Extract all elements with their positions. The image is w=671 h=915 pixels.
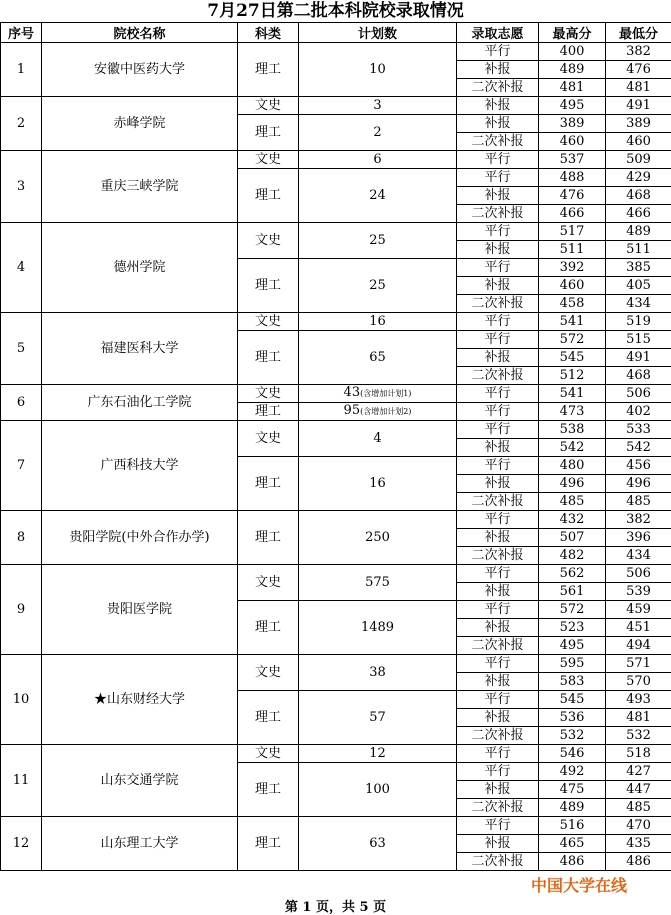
min-score-cell: 476 (606, 61, 671, 79)
plan-cell (299, 151, 457, 169)
min-score-cell: 429 (606, 169, 671, 187)
category-cell: 理工 (238, 259, 299, 313)
plan-value: 38 (369, 664, 386, 680)
min-score-cell: 539 (606, 583, 671, 601)
min-score-cell: 493 (606, 691, 671, 709)
min-score-cell: 456 (606, 457, 671, 475)
plan-cell (299, 313, 457, 331)
batch-cell: 补报 (457, 835, 539, 853)
max-score-cell: 572 (539, 331, 606, 349)
min-score-cell: 382 (606, 511, 671, 529)
school-no: 11 (1, 745, 42, 817)
plan-cell (299, 601, 457, 655)
min-score-cell: 434 (606, 295, 671, 313)
max-score-cell: 495 (539, 97, 606, 115)
category-cell: 理工 (238, 43, 299, 97)
school-name: 安徽中医药大学 (42, 43, 238, 97)
min-score-cell: 385 (606, 259, 671, 277)
batch-cell: 平行 (457, 421, 539, 439)
plan-value: 25 (369, 277, 386, 293)
school-name: 广东石油化工学院 (42, 385, 238, 421)
min-score-cell: 402 (606, 403, 671, 421)
table-row (1, 385, 671, 403)
plan-cell (299, 403, 457, 421)
batch-cell: 补报 (457, 439, 539, 457)
plan-value: 65 (369, 349, 386, 365)
max-score-cell: 389 (539, 115, 606, 133)
batch-cell: 补报 (457, 277, 539, 295)
plan-value: 100 (365, 781, 390, 797)
max-score-cell: 532 (539, 727, 606, 745)
table-row (1, 817, 671, 835)
table-row (1, 421, 671, 439)
min-score-cell: 486 (606, 853, 671, 871)
max-score-cell: 583 (539, 673, 606, 691)
category-cell: 理工 (238, 169, 299, 223)
max-score-cell: 536 (539, 709, 606, 727)
max-score-cell: 466 (539, 205, 606, 223)
min-score-cell: 519 (606, 313, 671, 331)
min-score-cell: 532 (606, 727, 671, 745)
min-score-cell: 496 (606, 475, 671, 493)
header-category: 科类 (238, 23, 299, 43)
school-no: 9 (1, 565, 42, 655)
max-score-cell: 480 (539, 457, 606, 475)
batch-cell: 二次补报 (457, 547, 539, 565)
batch-cell: 补报 (457, 529, 539, 547)
batch-cell: 平行 (457, 385, 539, 403)
header-batch: 录取志愿 (457, 23, 539, 43)
plan-value: 25 (369, 232, 386, 248)
max-score-cell: 458 (539, 295, 606, 313)
min-score-cell: 509 (606, 151, 671, 169)
max-score-cell: 482 (539, 547, 606, 565)
school-no: 7 (1, 421, 42, 511)
school-no: 6 (1, 385, 42, 421)
min-score-cell: 481 (606, 709, 671, 727)
plan-cell (299, 115, 457, 151)
max-score-cell: 545 (539, 349, 606, 367)
header-school: 院校名称 (42, 23, 238, 43)
max-score-cell: 546 (539, 745, 606, 763)
table-row (1, 223, 671, 241)
category-cell: 文史 (238, 565, 299, 601)
batch-cell: 平行 (457, 457, 539, 475)
school-name: ★山东财经大学 (42, 655, 238, 745)
category-cell: 文史 (238, 97, 299, 115)
plan-cell (299, 745, 457, 763)
table-row (1, 43, 671, 61)
batch-cell: 二次补报 (457, 799, 539, 817)
batch-cell: 平行 (457, 511, 539, 529)
page-footer: 第 1 页，共 5 页 (284, 900, 387, 915)
plan-note: (含增加计划1) (360, 389, 412, 398)
max-score-cell: 537 (539, 151, 606, 169)
school-name: 山东理工大学 (42, 817, 238, 871)
plan-note: (含增加计划2) (360, 407, 412, 416)
max-score-cell: 496 (539, 475, 606, 493)
min-score-cell: 491 (606, 97, 671, 115)
plan-value: 57 (369, 709, 386, 725)
table-row (1, 511, 671, 529)
min-score-cell: 434 (606, 547, 671, 565)
max-score-cell: 460 (539, 277, 606, 295)
plan-value: 6 (373, 151, 382, 167)
min-score-cell: 447 (606, 781, 671, 799)
category-cell: 文史 (238, 313, 299, 331)
max-score-cell: 516 (539, 817, 606, 835)
plan-value: 10 (369, 61, 386, 77)
school-name: 贵阳医学院 (42, 565, 238, 655)
batch-cell: 补报 (457, 709, 539, 727)
max-score-cell: 523 (539, 619, 606, 637)
batch-cell: 二次补报 (457, 367, 539, 385)
min-score-cell: 506 (606, 385, 671, 403)
min-score-cell: 570 (606, 673, 671, 691)
school-no: 1 (1, 43, 42, 97)
max-score-cell: 400 (539, 43, 606, 61)
batch-cell: 平行 (457, 691, 539, 709)
batch-cell: 平行 (457, 403, 539, 421)
min-score-cell: 466 (606, 205, 671, 223)
batch-cell: 补报 (457, 781, 539, 799)
table-row (1, 151, 671, 169)
plan-value: 575 (365, 574, 390, 590)
max-score-cell: 541 (539, 385, 606, 403)
plan-value: 95 (343, 403, 361, 418)
category-cell: 文史 (238, 385, 299, 403)
min-score-cell: 506 (606, 565, 671, 583)
plan-value: 43 (343, 385, 361, 400)
plan-value: 4 (373, 430, 382, 446)
batch-cell: 二次补报 (457, 727, 539, 745)
min-score-cell: 542 (606, 439, 671, 457)
plan-cell (299, 511, 457, 565)
batch-cell: 二次补报 (457, 493, 539, 511)
min-score-cell: 481 (606, 79, 671, 97)
school-name: 福建医科大学 (42, 313, 238, 385)
table-row (1, 565, 671, 583)
max-score-cell: 473 (539, 403, 606, 421)
category-cell: 理工 (238, 691, 299, 745)
batch-cell: 补报 (457, 115, 539, 133)
batch-cell: 平行 (457, 313, 539, 331)
school-name: 广西科技大学 (42, 421, 238, 511)
max-score-cell: 512 (539, 367, 606, 385)
max-score-cell: 595 (539, 655, 606, 673)
max-score-cell: 541 (539, 313, 606, 331)
batch-cell: 二次补报 (457, 205, 539, 223)
header-min: 最低分 (606, 23, 671, 43)
max-score-cell: 511 (539, 241, 606, 259)
category-cell: 理工 (238, 817, 299, 871)
min-score-cell: 491 (606, 349, 671, 367)
category-cell: 文史 (238, 655, 299, 691)
max-score-cell: 486 (539, 853, 606, 871)
school-no: 10 (1, 655, 42, 745)
batch-cell: 补报 (457, 673, 539, 691)
table-row (1, 655, 671, 673)
category-cell: 理工 (238, 457, 299, 511)
batch-cell: 平行 (457, 745, 539, 763)
batch-cell: 补报 (457, 619, 539, 637)
school-name: 山东交通学院 (42, 745, 238, 817)
batch-cell: 平行 (457, 151, 539, 169)
category-cell: 文史 (238, 151, 299, 169)
plan-value: 24 (369, 187, 386, 203)
school-no: 5 (1, 313, 42, 385)
max-score-cell: 561 (539, 583, 606, 601)
min-score-cell: 485 (606, 799, 671, 817)
batch-cell: 补报 (457, 187, 539, 205)
batch-cell: 二次补报 (457, 295, 539, 313)
max-score-cell: 481 (539, 79, 606, 97)
batch-cell: 平行 (457, 601, 539, 619)
min-score-cell: 485 (606, 493, 671, 511)
category-cell: 文史 (238, 745, 299, 763)
admission-table (0, 22, 671, 871)
min-score-cell: 460 (606, 133, 671, 151)
plan-cell (299, 763, 457, 817)
site-watermark: 中国大学在线 (531, 876, 628, 895)
max-score-cell: 489 (539, 799, 606, 817)
batch-cell: 平行 (457, 763, 539, 781)
batch-cell: 二次补报 (457, 853, 539, 871)
min-score-cell: 396 (606, 529, 671, 547)
plan-cell (299, 223, 457, 259)
max-score-cell: 492 (539, 763, 606, 781)
min-score-cell: 468 (606, 367, 671, 385)
min-score-cell: 382 (606, 43, 671, 61)
max-score-cell: 562 (539, 565, 606, 583)
header-max: 最高分 (539, 23, 606, 43)
max-score-cell: 542 (539, 439, 606, 457)
max-score-cell: 392 (539, 259, 606, 277)
max-score-cell: 545 (539, 691, 606, 709)
min-score-cell: 571 (606, 655, 671, 673)
batch-cell: 补报 (457, 97, 539, 115)
max-score-cell: 475 (539, 781, 606, 799)
plan-cell (299, 259, 457, 313)
min-score-cell: 494 (606, 637, 671, 655)
batch-cell: 补报 (457, 475, 539, 493)
plan-cell (299, 421, 457, 457)
plan-value: 250 (365, 529, 390, 545)
category-cell: 理工 (238, 115, 299, 151)
batch-cell: 二次补报 (457, 637, 539, 655)
max-score-cell: 517 (539, 223, 606, 241)
school-no: 4 (1, 223, 42, 313)
batch-cell: 平行 (457, 169, 539, 187)
max-score-cell: 489 (539, 61, 606, 79)
max-score-cell: 432 (539, 511, 606, 529)
plan-value: 3 (373, 97, 382, 113)
plan-cell (299, 691, 457, 745)
batch-cell: 平行 (457, 817, 539, 835)
page-title: 7月27日第二批本科院校录取情况 (207, 1, 464, 21)
school-no: 3 (1, 151, 42, 223)
min-score-cell: 470 (606, 817, 671, 835)
batch-cell: 平行 (457, 43, 539, 61)
plan-cell (299, 655, 457, 691)
batch-cell: 补报 (457, 241, 539, 259)
school-no: 8 (1, 511, 42, 565)
school-no: 2 (1, 97, 42, 151)
max-score-cell: 465 (539, 835, 606, 853)
category-cell: 理工 (238, 601, 299, 655)
max-score-cell: 485 (539, 493, 606, 511)
min-score-cell: 389 (606, 115, 671, 133)
plan-cell (299, 565, 457, 601)
min-score-cell: 489 (606, 223, 671, 241)
min-score-cell: 451 (606, 619, 671, 637)
header-no: 序号 (1, 23, 42, 43)
min-score-cell: 405 (606, 277, 671, 295)
school-name: 赤峰学院 (42, 97, 238, 151)
table-header-row (1, 23, 671, 43)
batch-cell: 平行 (457, 565, 539, 583)
min-score-cell: 518 (606, 745, 671, 763)
min-score-cell: 533 (606, 421, 671, 439)
plan-value: 2 (373, 124, 382, 140)
school-name: 贵阳学院(中外合作办学) (42, 511, 238, 565)
max-score-cell: 488 (539, 169, 606, 187)
batch-cell: 平行 (457, 331, 539, 349)
min-score-cell: 427 (606, 763, 671, 781)
plan-cell (299, 385, 457, 403)
category-cell: 理工 (238, 763, 299, 817)
category-cell: 文史 (238, 223, 299, 259)
category-cell: 理工 (238, 511, 299, 565)
batch-cell: 平行 (457, 655, 539, 673)
batch-cell: 补报 (457, 583, 539, 601)
plan-cell (299, 43, 457, 97)
category-cell: 文史 (238, 421, 299, 457)
batch-cell: 补报 (457, 61, 539, 79)
category-cell: 理工 (238, 403, 299, 421)
plan-cell (299, 97, 457, 115)
plan-cell (299, 169, 457, 223)
plan-cell (299, 457, 457, 511)
plan-cell (299, 817, 457, 871)
batch-cell: 二次补报 (457, 133, 539, 151)
plan-value: 63 (369, 835, 386, 851)
min-score-cell: 459 (606, 601, 671, 619)
max-score-cell: 476 (539, 187, 606, 205)
plan-value: 12 (369, 745, 386, 761)
max-score-cell: 507 (539, 529, 606, 547)
max-score-cell: 572 (539, 601, 606, 619)
plan-value: 16 (369, 313, 386, 329)
batch-cell: 二次补报 (457, 79, 539, 97)
plan-value: 16 (369, 475, 386, 491)
min-score-cell: 511 (606, 241, 671, 259)
table-row (1, 313, 671, 331)
max-score-cell: 460 (539, 133, 606, 151)
max-score-cell: 538 (539, 421, 606, 439)
category-cell: 理工 (238, 331, 299, 385)
plan-cell (299, 331, 457, 385)
batch-cell: 补报 (457, 349, 539, 367)
table-row (1, 745, 671, 763)
batch-cell: 平行 (457, 259, 539, 277)
school-name: 德州学院 (42, 223, 238, 313)
batch-cell: 平行 (457, 223, 539, 241)
table-row (1, 97, 671, 115)
min-score-cell: 435 (606, 835, 671, 853)
min-score-cell: 468 (606, 187, 671, 205)
school-no: 12 (1, 817, 42, 871)
min-score-cell: 515 (606, 331, 671, 349)
plan-value: 1489 (360, 619, 395, 635)
school-name: 重庆三峡学院 (42, 151, 238, 223)
header-plan: 计划数 (299, 23, 457, 43)
max-score-cell: 495 (539, 637, 606, 655)
